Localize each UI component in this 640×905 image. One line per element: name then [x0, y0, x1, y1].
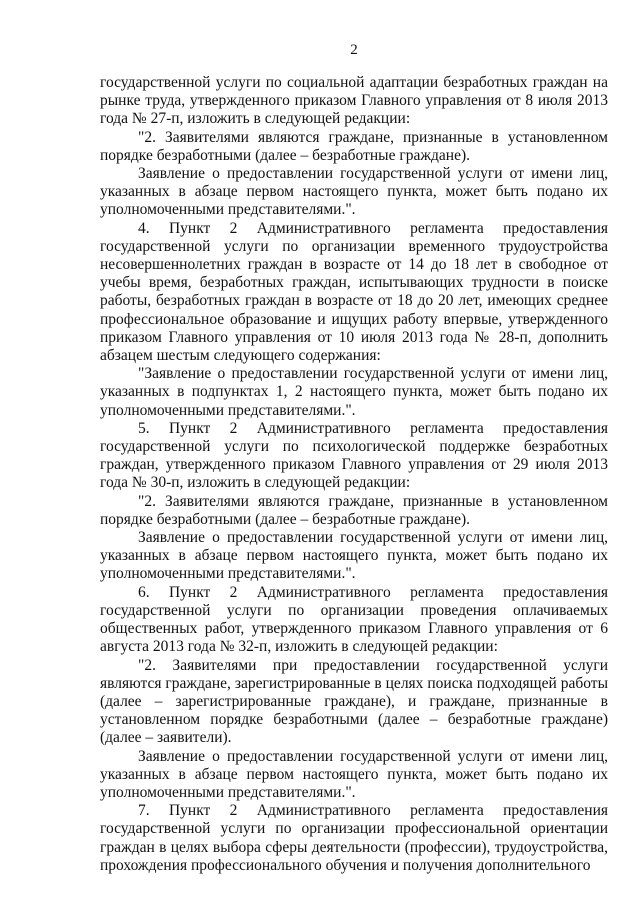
paragraph-representatives: Заявление о предоставлении государственной услуги от имени лиц, указанных в абзаце первом настоящего пункта, может быть подано их уполномоченными представителями.". — [100, 165, 608, 219]
paragraph-item-4: 4. Пункт 2 Административного регламента предоставления государственной услуги по организации временного трудоустройства несовершеннолетних граждан в возрасте от 14 до 18 лет в свободное от учебы время, безработных граждан, испытывающих трудности в поиске работы, безработных граждан в возрасте от 18 до 20 лет, имеющих среднее профессиональное образование и ищущих работу впервые, утвержденного приказом Главного управления от 10 июля 2013 года № 28-п, дополнить абзацем шестым следующего содержания: — [100, 219, 608, 365]
page-number: 2 — [350, 42, 358, 58]
paragraph-item-7: 7. Пункт 2 Административного регламента предоставления государственной услуги по организации профессиональной ориентации граждан в целях выбора сферы деятельности (профессии), трудоустройства, прохождения профессионального обучения и получения дополнительного — [100, 802, 608, 874]
paragraph-item-4-quote: "Заявление о предоставлении государственной услуги от имени лиц, указанных в подпунктах 1, 2 настоящего пункта, может быть подано их уполномоченными представителями.". — [100, 365, 608, 419]
paragraph-item-6: 6. Пункт 2 Административного регламента предоставления государственной услуги по организации проведения оплачиваемых общественных работ, утвержденного приказом Главного управления от 6 августа 2013 года № 32-п, изложить в следующей редакции: — [100, 583, 608, 656]
document-body — [100, 74, 608, 875]
paragraph-3-continued: государственной услуги по социальной адаптации безработных граждан на рынке труда, утвержденного приказом Главного управления от 8 июля 2013 года № 27-п, изложить в следующей редакции: — [100, 74, 608, 128]
paragraph-item-5-applicants: "2. Заявителями являются граждане, признанные в установленном порядке безработными (далее – безработные граждане). — [100, 492, 608, 528]
paragraph-item-5-representatives: Заявление о предоставлении государственной услуги от имени лиц, указанных в абзаце первом настоящего пункта, может быть подано их уполномоченными представителями.". — [100, 529, 608, 583]
paragraph-item-5: 5. Пункт 2 Административного регламента предоставления государственной услуги по психологической поддержке безработных граждан, утвержденного приказом Главного управления от 29 июля 2013 года № 30-п, изложить в следующей редакции: — [100, 419, 608, 492]
paragraph-applicants-def: "2. Заявителями являются граждане, признанные в установленном порядке безработными (далее – безработные граждане). — [100, 128, 608, 164]
paragraph-item-6-representatives: Заявление о предоставлении государственной услуги от имени лиц, указанных в абзаце первом настоящего пункта, может быть подано их уполномоченными представителями.". — [100, 747, 608, 801]
paragraph-item-6-applicants: "2. Заявителями при предоставлении государственной услуги являются граждане, зарегистрированные в целях поиска подходящей работы (далее – зарегистрированные граждане), и граждане, признанные в установленном порядке безработными (далее – безработные граждане) (далее – заявители). — [100, 656, 608, 747]
